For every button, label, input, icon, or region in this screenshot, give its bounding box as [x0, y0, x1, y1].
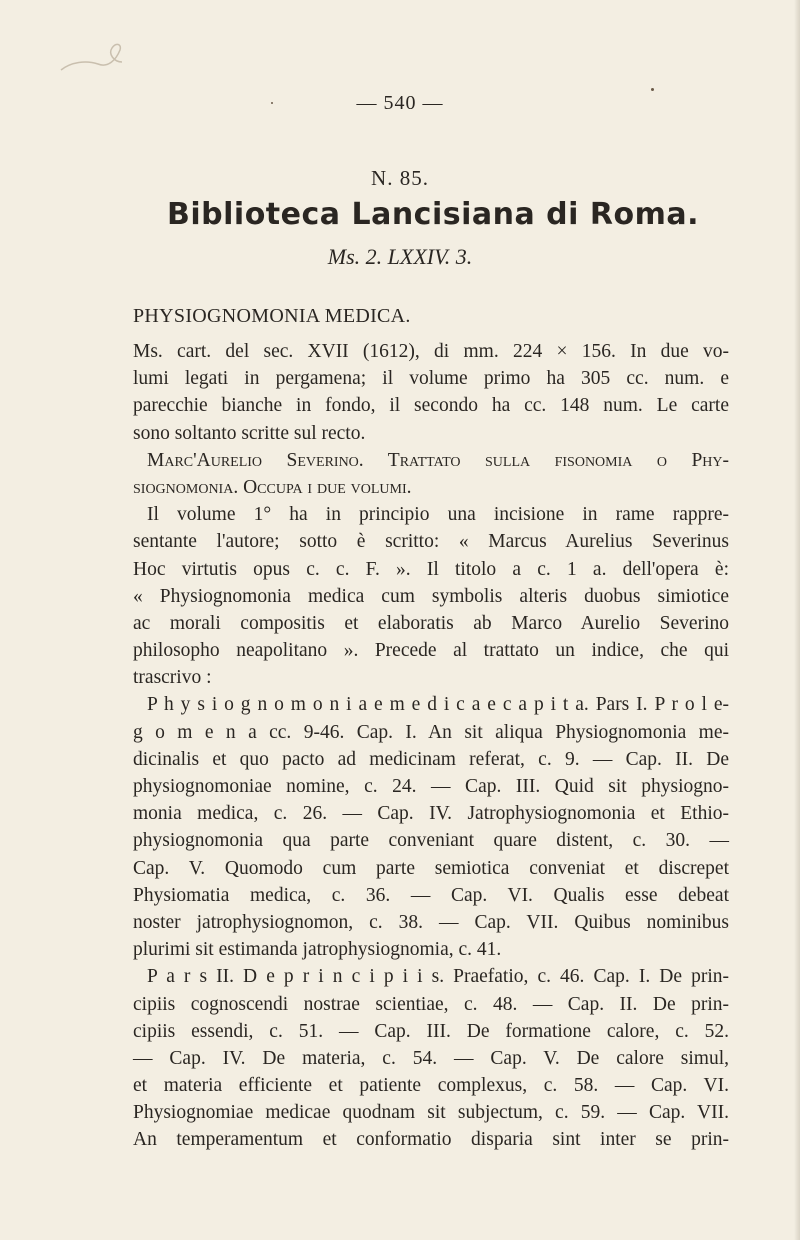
text-line: physiognomoniae nomine, c. 24. — Cap. III. Quid sit physiogno-: [133, 776, 729, 797]
body-text: [133, 338, 729, 1154]
text-line: noster jatrophysiognomon, c. 38. — Cap. VII. Quibus nominibus: [133, 911, 729, 933]
text-line: cipiis essendi, c. 51. — Cap. III. De formatione calore, c. 52.: [133, 1020, 729, 1042]
text-line: Physiomatia medica, c. 36. — Cap. VI. Qualis esse debeat: [133, 884, 729, 906]
faded-stamp-mark: [56, 40, 126, 80]
text-line: physiognomonia qua parte conveniant quare distent, c. 30. —: [133, 830, 729, 852]
text-line: trascrivo :: [133, 667, 212, 689]
shelfmark: Ms. 2. LXXIV. 3.: [327, 244, 473, 269]
text-line: Physiognomiae medicae quodnam sit subjectum, c. 59. — Cap. VII.: [133, 1102, 729, 1124]
text-line: dicinalis et quo pacto ad medicinam referat, c. 9. — Cap. II. De: [133, 748, 729, 770]
manuscript-title: PHYSIOGNOMONIA MEDICA.: [133, 305, 411, 327]
text-line: — Cap. IV. De materia, c. 54. — Cap. V. De calore simul,: [133, 1047, 729, 1069]
text-line: Il volume 1° ha in principio una incisione in rame rappre-: [147, 504, 729, 526]
text-line: sentante l'autore; sotto è scritto: « Marcus Aurelius Severinus: [133, 531, 729, 553]
text-line: P h y s i o g n o m o n i a e m e d i c a e c a p i t a. Pars I. P r o l e-: [147, 694, 729, 716]
text-line: et materia efficiente et patiente complexus, c. 58. — Cap. VI.: [133, 1075, 729, 1097]
text-line: plurimi sit estimanda jatrophysiognomia, c. 41.: [133, 939, 502, 961]
text-line: Cap. V. Quomodo cum parte semiotica conveniat et discrepet: [133, 857, 729, 879]
text-line: « Physiognomonia medica cum symbolis alteris duobus simiotice: [133, 585, 729, 607]
page-number: — 540 —: [356, 92, 444, 114]
text-line: lumi legati in pergamena; il volume primo ha 305 cc. num. e: [133, 368, 729, 390]
text-line: Hoc virtutis opus c. c. F. ». Il titolo a c. 1 a. dell'opera è:: [133, 558, 729, 580]
entry-number: N. 85.: [371, 166, 429, 190]
text-line: monia medica, c. 26. — Cap. IV. Jatrophysiognomonia et Ethio-: [133, 803, 729, 825]
text-line: P a r s II. D e p r i n c i p i i s. Praefatio, c. 46. Cap. I. De prin-: [147, 966, 729, 988]
ink-speck: [651, 88, 654, 91]
text-line: g o m e n a cc. 9-46. Cap. I. An sit aliqua Physiognomonia me-: [133, 721, 729, 743]
text-line: siognomonia. Occupa i due volumi.: [133, 476, 412, 498]
text-line: ac morali compositis et elaboratis ab Marco Aurelio Severino: [133, 612, 729, 634]
library-heading: Biblioteca Lancisiana di Roma.: [167, 197, 699, 232]
text-line: Marc'Aurelio Severino. Trattato sulla fisonomia o Phy-: [147, 449, 729, 471]
text-line: philosopho neapolitano ». Precede al trattato un indice, che qui: [133, 640, 729, 662]
text-line: parecchie bianche in fondo, il secondo ha cc. 148 num. Le carte: [133, 395, 729, 417]
text-line: sono soltanto scritte sul recto.: [133, 422, 366, 444]
text-line: cipiis cognoscendi nostrae scientiae, c. 48. — Cap. II. De prin-: [133, 993, 729, 1015]
text-line: An temperamentum et conformatio disparia sint inter se prin-: [133, 1129, 729, 1151]
text-line: Ms. cart. del sec. XVII (1612), di mm. 224 × 156. In due vo-: [133, 341, 729, 362]
